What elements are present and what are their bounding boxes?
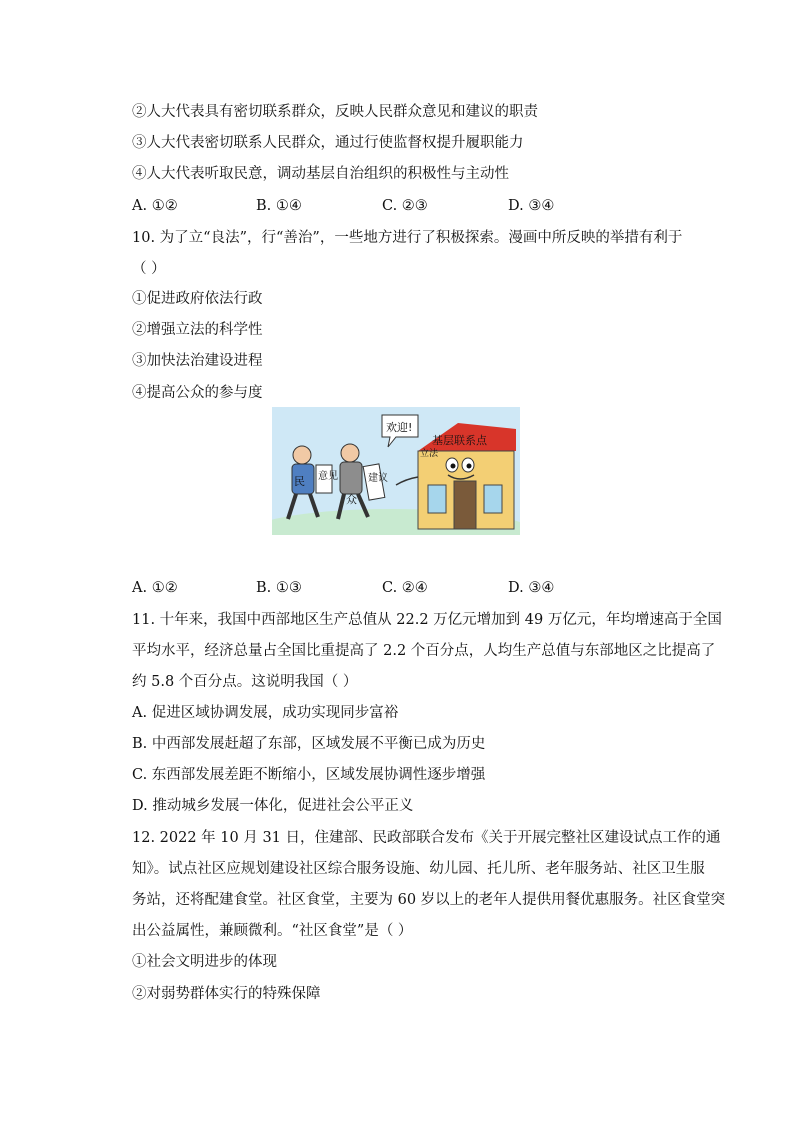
- q9-item-4: ④人大代表听取民意，调动基层自治组织的积极性与主动性: [132, 166, 509, 182]
- q11-option-a: A. 促进区域协调发展，成功实现同步富裕: [132, 705, 399, 721]
- q10-item-4: ④提高公众的参与度: [132, 385, 263, 401]
- q9-option-d: D. ③④: [508, 198, 555, 214]
- q12-stem-line1: 12. 2022 年 10 月 31 日，住建部、民政部联合发布《关于开展完整社区建设试点工作的通: [132, 830, 721, 846]
- q11-option-c: C. 东西部发展差距不断缩小，区域发展协调性逐步增强: [132, 767, 486, 783]
- q11-option-b: B. 中西部发展赶超了东部，区域发展不平衡已成为历史: [132, 736, 486, 752]
- q12-item-2: ②对弱势群体实行的特殊保障: [132, 986, 321, 1002]
- q9-option-c: C. ②③: [382, 198, 428, 214]
- q10-option-b: B. ①③: [256, 580, 302, 596]
- q12-stem-line4: 出公益属性，兼顾微利。“社区食堂”是（ ）: [132, 923, 413, 939]
- cartoon-person-label-2: 众: [346, 493, 357, 506]
- q10-stem-line1: 10. 为了立“良法”，行“善治”，一些地方进行了积极探索。漫画中所反映的举措有利于: [132, 230, 683, 246]
- q9-option-b: B. ①④: [256, 198, 302, 214]
- q11-stem-line3: 约 5.8 个百分点。这说明我国（ ）: [132, 674, 358, 690]
- q9-item-3: ③人大代表密切联系人民群众，通过行使监督权提升履职能力: [132, 135, 524, 151]
- q10-option-c: C. ②④: [382, 580, 428, 596]
- cartoon-speech-text: 欢迎!: [386, 421, 413, 434]
- q12-item-1: ①社会文明进步的体现: [132, 954, 277, 970]
- q9-item-2: ②人大代表具有密切联系群众，反映人民群众意见和建议的职责: [132, 104, 538, 120]
- q11-option-d: D. 推动城乡发展一体化，促进社会公平正义: [132, 798, 414, 814]
- q10-option-d: D. ③④: [508, 580, 555, 596]
- q11-stem-line1: 11. 十年来，我国中西部地区生产总值从 22.2 万亿元增加到 49 万亿元，年均增速高于全国: [132, 612, 722, 628]
- cartoon-person-label-1: 民: [294, 475, 305, 488]
- q10-stem-line2: （ ）: [132, 261, 166, 277]
- cartoon-paper-2-text: 建议: [368, 473, 388, 484]
- cartoon-sign-prefix: 立法: [420, 449, 439, 459]
- cartoon-sign-text: 基层联系点: [432, 434, 487, 447]
- q12-stem-line3: 务站，还将配建食堂。社区食堂，主要为 60 岁以上的老年人提供用餐优惠服务。社区食堂突: [132, 892, 726, 908]
- cartoon-image: [272, 407, 520, 535]
- q9-option-a: A. ①②: [132, 198, 178, 214]
- q10-item-2: ②增强立法的科学性: [132, 322, 263, 338]
- q11-stem-line2: 平均水平，经济总量占全国比重提高了 2.2 个百分点，人均生产总值与东部地区之比提高了: [132, 643, 716, 659]
- q10-item-3: ③加快法治建设进程: [132, 353, 263, 369]
- cartoon-paper-1-text: 意见: [318, 471, 338, 482]
- q10-option-a: A. ①②: [132, 580, 178, 596]
- q10-item-1: ①促进政府依法行政: [132, 291, 263, 307]
- q12-stem-line2: 知》。试点社区应规划建设社区综合服务设施、幼儿园、托儿所、老年服务站、社区卫生服: [132, 861, 705, 877]
